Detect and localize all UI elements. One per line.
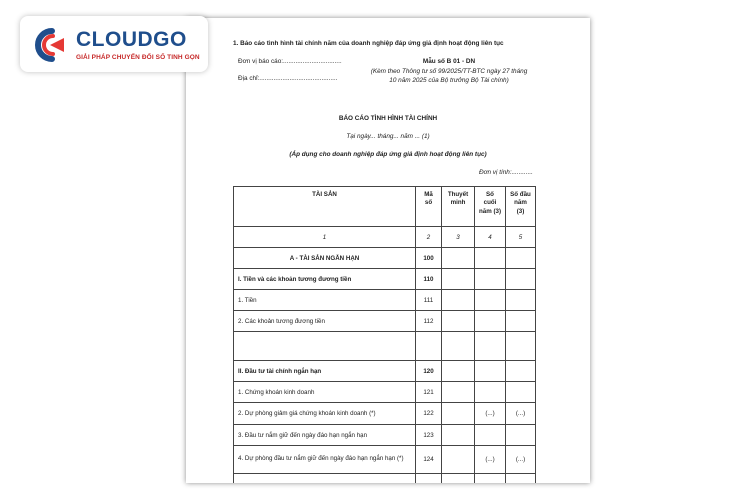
form-code: Mẫu số B 01 - DN — [422, 58, 476, 65]
row-opening — [506, 290, 536, 311]
row-code — [416, 474, 442, 484]
row-label: 2. Dự phòng giảm giá chứng khoán kinh doanh (*) — [234, 403, 416, 425]
row-closing — [475, 311, 506, 332]
column-index: 2 — [416, 227, 442, 248]
row-label — [234, 474, 416, 484]
row-opening: (...) — [506, 446, 536, 474]
row-closing: (...) — [475, 403, 506, 425]
table-row — [234, 269, 536, 290]
row-label: 2. Các khoản tương đương tiền — [234, 311, 416, 332]
row-opening — [506, 425, 536, 446]
table-row — [234, 248, 536, 269]
row-opening — [506, 382, 536, 403]
section-title: 1. Báo cáo tình hình tài chính năm của doanh nghiệp đáp ứng giả định hoạt động liên tục — [233, 40, 504, 47]
row-closing — [475, 269, 506, 290]
row-code: 124 — [416, 446, 442, 474]
row-opening: (...) — [506, 403, 536, 425]
header-assets: TÀI SẢN — [234, 187, 416, 227]
table-row — [234, 311, 536, 332]
logo-brand-name: CLOUDGO — [76, 28, 187, 51]
header-closing-balance: Số cuối năm (3) — [475, 187, 506, 227]
report-title: BÁO CÁO TÌNH HÌNH TÀI CHÍNH — [338, 115, 438, 122]
form-note-line-1: (Kèm theo Thông tư số 99/2025/TT-BTC ngày 27 tháng — [370, 68, 528, 75]
row-closing — [475, 425, 506, 446]
row-label: I. Tiền và các khoản tương đương tiền — [234, 269, 416, 290]
row-closing: (...) — [475, 446, 506, 474]
table-row — [234, 382, 536, 403]
row-code: 110 — [416, 269, 442, 290]
row-opening — [506, 269, 536, 290]
row-label: A - TÀI SẢN NGẮN HẠN — [234, 248, 416, 269]
column-index: 4 — [475, 227, 506, 248]
row-code — [416, 332, 442, 361]
table-row — [234, 425, 536, 446]
row-closing — [475, 290, 506, 311]
row-opening — [506, 361, 536, 382]
row-closing — [475, 474, 506, 484]
row-note — [442, 403, 475, 425]
row-note — [442, 269, 475, 290]
header-opening-balance: Số đầu năm (3) — [506, 187, 536, 227]
row-opening — [506, 311, 536, 332]
table-row — [234, 290, 536, 311]
row-note — [442, 248, 475, 269]
row-note — [442, 290, 475, 311]
report-date: Tại ngày... tháng... năm ... (1) — [346, 133, 430, 140]
column-index: 5 — [506, 227, 536, 248]
cloudgo-logo — [20, 16, 208, 72]
row-opening — [506, 474, 536, 484]
table-row — [234, 361, 536, 382]
header-code: Mã số — [416, 187, 442, 227]
row-closing — [475, 361, 506, 382]
column-index: 3 — [442, 227, 475, 248]
row-code: 112 — [416, 311, 442, 332]
row-label: 1. Tiền — [234, 290, 416, 311]
row-note — [442, 361, 475, 382]
row-closing — [475, 332, 506, 361]
applicability-note: (Áp dụng cho doanh nghiệp đáp ứng giả định hoạt động liên tục) — [289, 151, 487, 158]
row-code: 120 — [416, 361, 442, 382]
table-row — [234, 446, 536, 474]
logo-tagline: GIẢI PHÁP CHUYỂN ĐỔI SỐ TINH GỌN — [76, 54, 200, 61]
table-row — [234, 403, 536, 425]
balance-sheet-table — [233, 186, 536, 483]
row-note — [442, 474, 475, 484]
address-line: Địa chỉ:............................................ — [238, 75, 338, 82]
row-code: 121 — [416, 382, 442, 403]
row-opening — [506, 248, 536, 269]
row-code: 111 — [416, 290, 442, 311]
row-label: 3. Đầu tư nắm giữ đến ngày đáo hạn ngắn hạn — [234, 425, 416, 446]
row-label: 4. Dự phòng đầu tư nắm giữ đến ngày đáo hạn ngắn hạn (*) — [234, 446, 416, 474]
currency-unit: Đơn vị tính:............ — [479, 169, 533, 176]
document-page — [186, 18, 590, 483]
row-closing — [475, 248, 506, 269]
row-closing — [475, 382, 506, 403]
row-code: 100 — [416, 248, 442, 269]
row-note — [442, 332, 475, 361]
form-note-line-2: 10 năm 2025 của Bộ trưởng Bộ Tài chính) — [389, 77, 509, 84]
row-code: 123 — [416, 425, 442, 446]
header-note: Thuyết minh — [442, 187, 475, 227]
row-note — [442, 446, 475, 474]
row-opening — [506, 332, 536, 361]
row-note — [442, 382, 475, 403]
reporting-unit: Đơn vị báo cáo:................................. — [238, 58, 342, 65]
row-note — [442, 425, 475, 446]
row-label — [234, 332, 416, 361]
row-note — [442, 311, 475, 332]
table-row — [234, 332, 536, 361]
table-header-row — [234, 187, 536, 227]
column-index: 1 — [234, 227, 416, 248]
cloudgo-logo-mark-icon — [30, 28, 70, 62]
row-label: 1. Chứng khoán kinh doanh — [234, 382, 416, 403]
row-code: 122 — [416, 403, 442, 425]
column-index-row — [234, 227, 536, 248]
table-row — [234, 474, 536, 484]
row-label: II. Đầu tư tài chính ngắn hạn — [234, 361, 416, 382]
